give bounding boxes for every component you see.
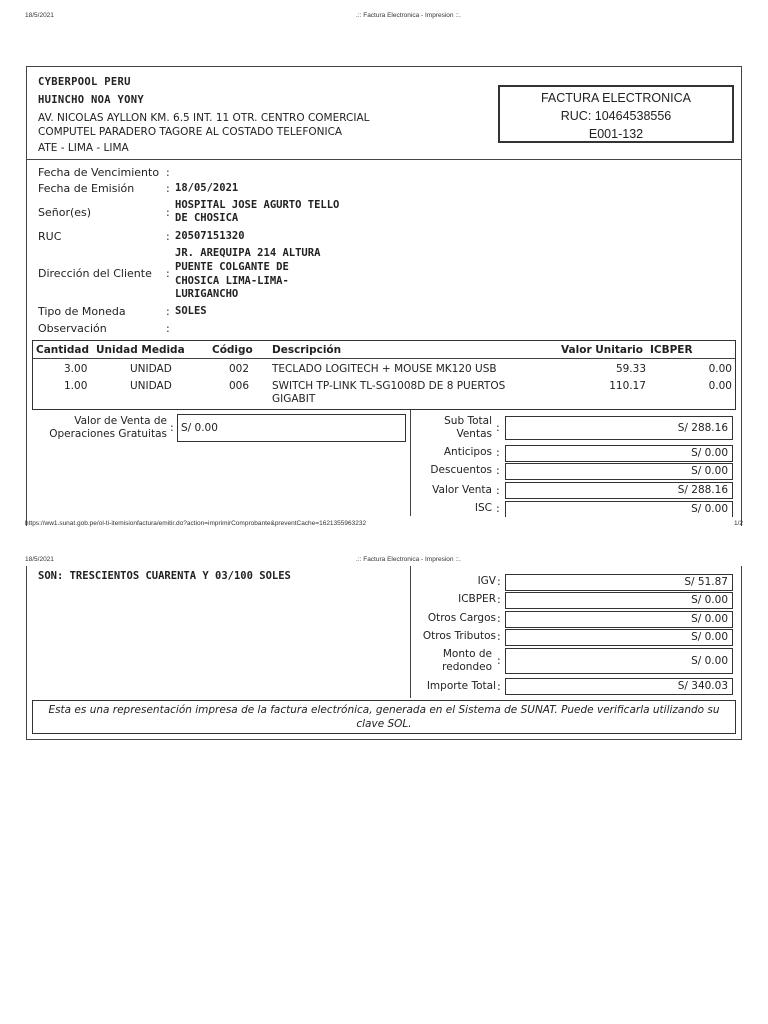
issuer-name: CYBERPOOL PERU: [38, 76, 131, 88]
colon: :: [166, 305, 170, 318]
client-address-value-1: JR. AREQUIPA 214 ALTURA: [175, 247, 321, 259]
document-ruc: RUC: 10464538556: [560, 109, 672, 123]
colon: :: [166, 322, 170, 335]
legal-note-line-1: Esta es una representación impresa de la factura electrónica, generada en el Sistema de SUNAT. Puede verificarla utilizando su: [48, 704, 720, 716]
anticipos-value: S/ 0.00: [505, 445, 733, 462]
otros-cargos-value: S/ 0.00: [505, 611, 733, 628]
print-url: https://ww1.sunat.gob.pe/ol-ti-itemisionfactura/emitir.do?action=imprimirComprobante&preventCache=1621355963232: [25, 520, 367, 527]
client-name-value-1: HOSPITAL JOSE AGURTO TELLO: [175, 199, 340, 211]
descuentos-value: S/ 0.00: [505, 463, 733, 480]
redondeo-label-1: Monto de: [442, 648, 492, 660]
isc-value: S/ 0.00: [505, 501, 733, 517]
document-number: E001-132: [588, 127, 644, 141]
document-type: FACTURA ELECTRONICA: [540, 91, 692, 105]
client-address-value-3: CHOSICA LIMA-LIMA-: [175, 275, 289, 287]
col-header-icbper: ICBPER: [650, 344, 693, 356]
colon: :: [166, 267, 170, 280]
colon: :: [497, 612, 501, 625]
issuer-address-3: ATE - LIMA - LIMA: [38, 142, 129, 154]
issuer-address-1: AV. NICOLAS AYLLON KM. 6.5 INT. 11 OTR. CENTRO COMERCIAL: [38, 112, 370, 124]
client-address-label: Dirección del Cliente: [38, 267, 152, 280]
colon: :: [166, 166, 170, 179]
anticipos-label: Anticipos: [443, 446, 492, 458]
otros-tributos-value: S/ 0.00: [505, 629, 733, 646]
legal-note-line-2: clave SOL.: [356, 718, 412, 730]
issuer-address-2: COMPUTEL PARADERO TAGORE AL COSTADO TELEFONICA: [38, 126, 343, 138]
client-name-value-2: DE CHOSICA: [175, 212, 239, 224]
totals-panel-left: [410, 410, 411, 516]
colon: :: [496, 421, 500, 434]
subtotal-value: S/ 288.16: [505, 416, 733, 440]
importe-total-label: Importe Total: [426, 680, 496, 692]
totals-panel-left-page2: [410, 566, 411, 698]
redondeo-value: S/ 0.00: [505, 648, 733, 674]
observation-label: Observación: [38, 322, 107, 335]
header-divider: [27, 159, 741, 160]
colon: :: [497, 680, 501, 693]
free-ops-label-1: Valor de Venta de: [74, 415, 167, 427]
table-cell-valor: 59.33: [615, 363, 646, 375]
client-ruc-value: 20507151320: [175, 230, 245, 242]
free-ops-value: S/ 0.00: [177, 414, 406, 442]
table-cell-codigo: 006: [229, 380, 250, 392]
currency-label: Tipo de Moneda: [38, 305, 126, 318]
col-header-cantidad: Cantidad: [36, 344, 90, 356]
col-header-valor-unitario: Valor Unitario: [561, 344, 643, 356]
colon: :: [170, 421, 174, 434]
amount-in-words: SON: TRESCIENTOS CUARENTA Y 03/100 SOLES: [38, 570, 291, 582]
table-cell-unidad: UNIDAD: [130, 380, 172, 392]
client-address-value-4: LURIGANCHO: [175, 288, 239, 300]
client-ruc-label: RUC: [38, 230, 62, 243]
table-cell-codigo: 002: [229, 363, 250, 375]
table-cell-valor: 110.17: [609, 380, 646, 392]
print-date: 18/5/2021: [25, 12, 54, 19]
redondeo-label-2: redondeo: [442, 661, 492, 673]
colon: :: [497, 593, 501, 606]
col-header-descripcion: Descripción: [272, 344, 342, 356]
issue-date-label: Fecha de Emisión: [38, 182, 135, 195]
otros-cargos-label: Otros Cargos: [427, 612, 496, 624]
due-date-label: Fecha de Vencimiento: [38, 166, 160, 179]
icbper-label: ICBPER: [458, 593, 496, 605]
col-header-unidad: Unidad Medida: [96, 344, 185, 356]
table-cell-descripcion-cont: GIGABIT: [272, 393, 316, 405]
colon: :: [496, 446, 500, 459]
table-cell-descripcion: SWITCH TP-LINK TL-SG1008D DE 8 PUERTOS: [272, 380, 506, 392]
icbper-value: S/ 0.00: [505, 592, 733, 609]
currency-value: SOLES: [175, 305, 207, 317]
items-header-divider: [33, 358, 735, 359]
igv-label: IGV: [477, 575, 496, 587]
col-header-codigo: Código: [212, 344, 253, 356]
otros-tributos-label: Otros Tributos: [422, 630, 496, 642]
issuer-owner: HUINCHO NOA YONY: [38, 94, 144, 106]
table-cell-icbper: 0.00: [708, 380, 732, 392]
colon: :: [497, 654, 501, 667]
valor-venta-value: S/ 288.16: [505, 482, 733, 499]
importe-total-value: S/ 340.03: [505, 678, 733, 695]
colon: :: [496, 502, 500, 515]
colon: :: [166, 206, 170, 219]
issue-date-value: 18/05/2021: [175, 182, 239, 194]
page-number: 1/2: [734, 520, 744, 527]
colon: :: [497, 575, 501, 588]
table-cell-descripcion: TECLADO LOGITECH + MOUSE MK120 USB: [272, 363, 497, 375]
valor-venta-label: Valor Venta: [432, 484, 492, 496]
descuentos-label: Descuentos: [430, 464, 492, 476]
document-box: [498, 85, 734, 143]
free-ops-label-2: Operaciones Gratuitas: [49, 428, 167, 440]
subtotal-label-2: Ventas: [456, 428, 492, 440]
client-name-label: Señor(es): [38, 206, 92, 219]
colon: :: [496, 484, 500, 497]
colon: :: [497, 630, 501, 643]
colon: :: [166, 230, 170, 243]
igv-value: S/ 51.87: [505, 574, 733, 591]
table-cell-cantidad: 3.00: [64, 363, 88, 375]
table-cell-unidad: UNIDAD: [130, 363, 172, 375]
table-cell-cantidad: 1.00: [64, 380, 88, 392]
print-title: .:: Factura Electronica - Impresion ::.: [356, 12, 461, 19]
print-date-page2: 18/5/2021: [25, 556, 54, 563]
print-title-page2: .:: Factura Electronica - Impresion ::.: [356, 556, 461, 563]
isc-label: ISC: [474, 502, 492, 514]
table-cell-icbper: 0.00: [708, 363, 732, 375]
subtotal-label-1: Sub Total: [444, 415, 492, 427]
colon: :: [166, 182, 170, 195]
client-address-value-2: PUENTE COLGANTE DE: [175, 261, 289, 273]
colon: :: [496, 464, 500, 477]
